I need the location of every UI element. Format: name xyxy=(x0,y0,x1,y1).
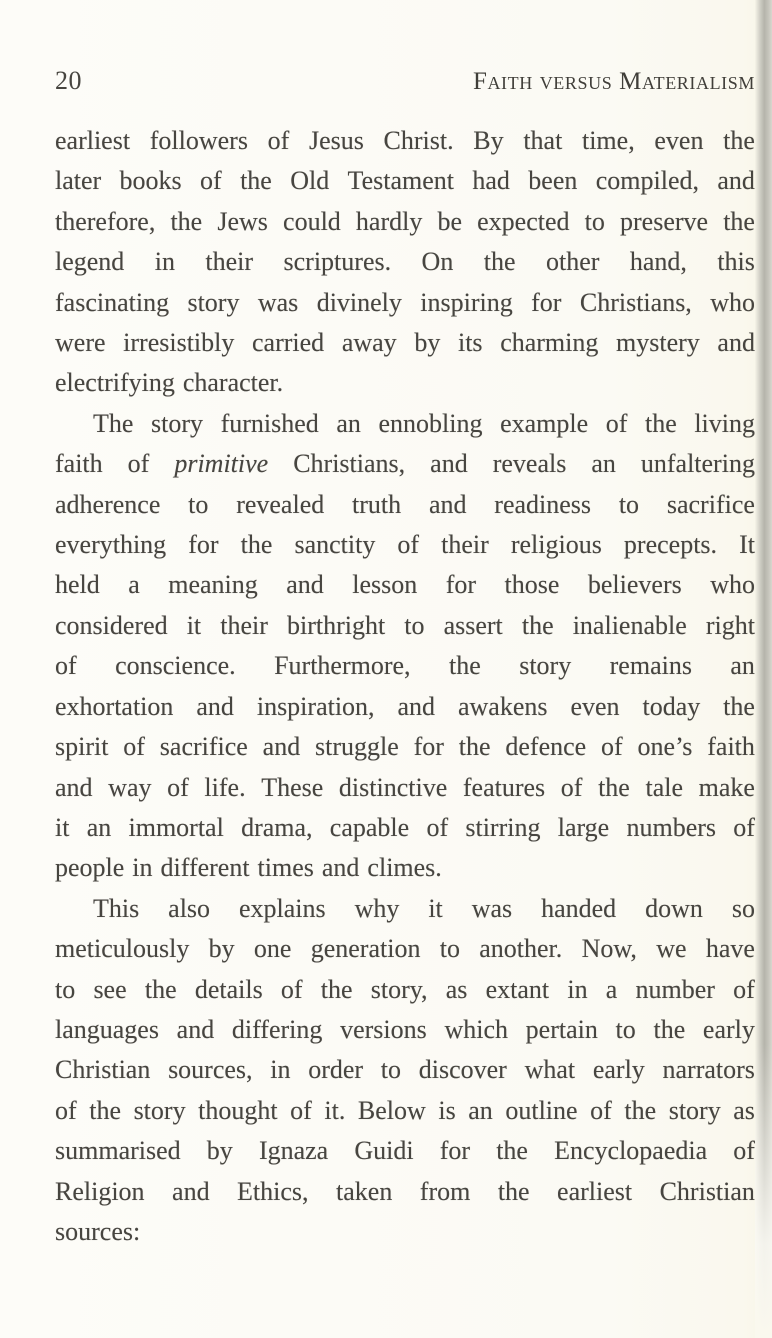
text-line: exhortation and inspiration, and awakens even today the xyxy=(55,691,755,721)
text-line: languages and differing versions which pertain to the early xyxy=(55,1014,755,1044)
text-line: of conscience. Furthermore, the story remains an xyxy=(55,651,755,681)
text-line: to see the details of the story, as extant in a number of xyxy=(55,974,755,1004)
text-line: considered it their birthright to assert the inalienable right xyxy=(55,610,755,640)
text-line: later books of the Old Testament had been compiled, and xyxy=(55,166,755,196)
text-line: legend in their scriptures. On the other hand, this xyxy=(55,247,755,277)
text-line: and way of life. These distinctive features of the tale make xyxy=(55,772,755,802)
text-line: held a meaning and lesson for those believers who xyxy=(55,570,755,600)
text-line: therefore, the Jews could hardly be expected to preserve the xyxy=(55,206,755,236)
text-line: it an immortal drama, capable of stirring large numbers of xyxy=(55,812,755,842)
text-line: This also explains why it was handed down so xyxy=(93,893,755,923)
page-number: 20 xyxy=(55,66,82,95)
page-edge-shadow xyxy=(755,0,772,1338)
text-line: earliest followers of Jesus Christ. By that time, even the xyxy=(55,126,755,155)
text-line: fascinating story was divinely inspiring for Christians, who xyxy=(55,287,755,317)
text-line: electrifying character. xyxy=(55,368,284,398)
text-line: were irresistibly carried away by its charming mystery and xyxy=(55,328,755,358)
running-title: Faith versus Materialism xyxy=(472,68,755,95)
text-line: Christian sources, in order to discover what early narrators xyxy=(55,1055,755,1085)
text-line: Religion and Ethics, taken from the earliest Christian xyxy=(55,1176,755,1206)
text-line: spirit of sacrifice and struggle for the defence of one’s faith xyxy=(55,732,755,762)
text-line: summarised by Ignaza Guidi for the Encyclopaedia of xyxy=(55,1136,755,1166)
page-body xyxy=(55,121,755,1252)
text-line: everything for the sanctity of their religious precepts. It xyxy=(55,530,755,560)
text-line: sources: xyxy=(55,1216,141,1246)
text-line: meticulously by one generation to another. Now, we have xyxy=(55,934,755,964)
text-line: faith of primitive Christians, and reveals an unfaltering xyxy=(55,449,755,479)
text-line: of the story thought of it. Below is an outline of the story as xyxy=(55,1095,755,1125)
text-line: The story furnished an ennobling example of the living xyxy=(93,408,755,438)
text-line: adherence to revealed truth and readiness to sacrifice xyxy=(55,489,755,519)
text-line: people in different times and climes. xyxy=(55,853,442,883)
page-header xyxy=(55,66,755,96)
